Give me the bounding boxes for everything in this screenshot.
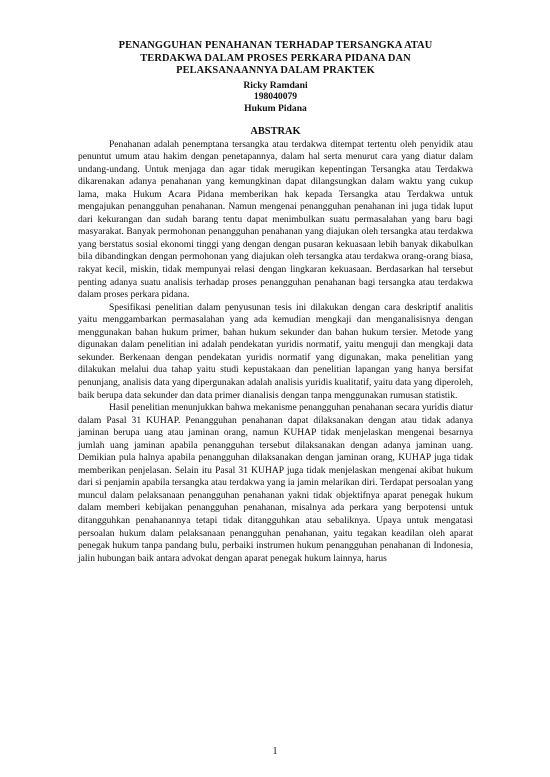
document-title xyxy=(78,40,473,78)
author-department: Hukum Pidana xyxy=(244,102,307,114)
document-page xyxy=(78,40,473,565)
abstract-paragraph-3: Hasil penelitian menunjukkan bahwa mekanisme penangguhan penahanan secara yuridis diatur dalam Pasal 31 KUHAP. Penangguhan penahanan dapat dilaksanakan dengan atau tidak adanya jaminan berupa uang atau jaminan orang, namun KUHAP tidak menjelaskan mengenai besarnya jumlah uang jaminan apabila penangguhan tersebut dilaksanakan dengan adanya jaminan uang. Demikian pula halnya apabila penangguhan dilaksanakan dengan jaminan orang, KUHAP juga tidak memberikan penjelasan. Selain itu Pasal 31 KUHAP juga tidak menjelaskan mengenai akibat hukum dari si penjamin apabila tersangka atau terdakwa yang ia jamin melarikan diri. Terdapat persoalan yang muncul dalam pelaksanaan penangguhan penahanan yakni tidak objektifnya aparat penegak hukum dalam memberi kebijakan penangguhan penahanan, misalnya ada perkara yang berpotensi untuk ditangguhkan penahanannya tetapi tidak ditangguhkan atau sebaliknya. Upaya untuk mengatasi persoalan hukum dalam pelaksanaan penangguhan penahanan, yaitu tegakan keadilan oleh aparat penegak hukum tanpa pandang bulu, perbaiki instrumen hukum penangguhan penahanan di Indonesia, jalin hubungan baik antara advokat dengan aparat penegak hukum lainnya, harus xyxy=(78,402,473,564)
page-number: 1 xyxy=(272,746,278,757)
abstract-paragraph-2: Spesifikasi penelitian dalam penyusunan tesis ini dilakukan dengan cara deskriptif analitis yaitu menggambarkan permasalahan yang ada kemudian mengkaji dan menganalisisnya dengan menggunakan bahan hukum primer, bahan hukum sekunder dan bahan hukum tersier. Metode yang digunakan dalam penelitian ini adalah pendekatan yuridis normatif, yaitu menguji dan mengkaji data sekunder. Berkenaan dengan pendekatan yuridis normatif yang digunakan, maka penelitian yang dilakukan melalui dua tahap yaitu studi kepustakaan dan penelitian lapangan yang hanya bersifat penunjang, analisis data yang dipergunakan adalah analisis yuridis kualitatif, yaitu data yang diperoleh, baik berupa data sekunder dan data primer dianalisis dengan tanpa menggunakan rumusan statistik. xyxy=(78,301,473,401)
abstract-paragraph-1: Penahanan adalah penemptana tersangka atau terdakwa ditempat tertentu oleh penyidik atau penuntut umum atau hakim dengan penetapannya, dalam hal serta menurut cara yang diatur dalam undang-undang. Untuk menjaga dan agar tidak merugikan kepentingan Tersangka atau Terdakwa dikarenakan adanya penahanan yang kemungkinan dapat dilangsungkan dalam waktu yang cukup lama, maka Hukum Acara Pidana memberikan hak kepada Tersangka atau Terdakwa untuk mengajukan penangguhan penahanan. Namun mengenai penangguhan penahanan ini juga tidak luput dari kekurangan dan sudah barang tentu dapat menimbulkan suatu permasalahan yang baru bagi masyarakat. Banyak permohonan penangguhan penahanan yang diajukan oleh tersangka atau terdakwa yang berstatus sosial ekonomi tinggi yang dengan dengan pusaran kekuasaan lebih banyak dikabulkan bila dibandingkan dengan permohonan yang diajukan oleh tersangka atau terdakwa orang-orang biasa, rakyat kecil, miskin, tidak mempunyai relasi dengan lingkaran kekuasaan. Berdasarkan hal tersebut penting adanya suatu analisis terhadap proses penangguhan penahanan bagi tersangka atau terdakwa dalam proses perkara pidana. xyxy=(78,138,473,301)
title-line-2: TERDAKWA DALAM PROSES PERKARA PIDANA DAN xyxy=(140,52,411,64)
author-id: 198040079 xyxy=(253,91,298,103)
abstract-heading: ABSTRAK xyxy=(250,125,301,137)
author-block xyxy=(78,80,473,115)
author-name: Ricky Ramdani xyxy=(243,79,308,91)
title-line-3: PELAKSANAANNYA DALAM PRAKTEK xyxy=(176,65,375,77)
title-line-1: PENANGGUHAN PENAHANAN TERHADAP TERSANGKA ATAU xyxy=(118,40,433,51)
